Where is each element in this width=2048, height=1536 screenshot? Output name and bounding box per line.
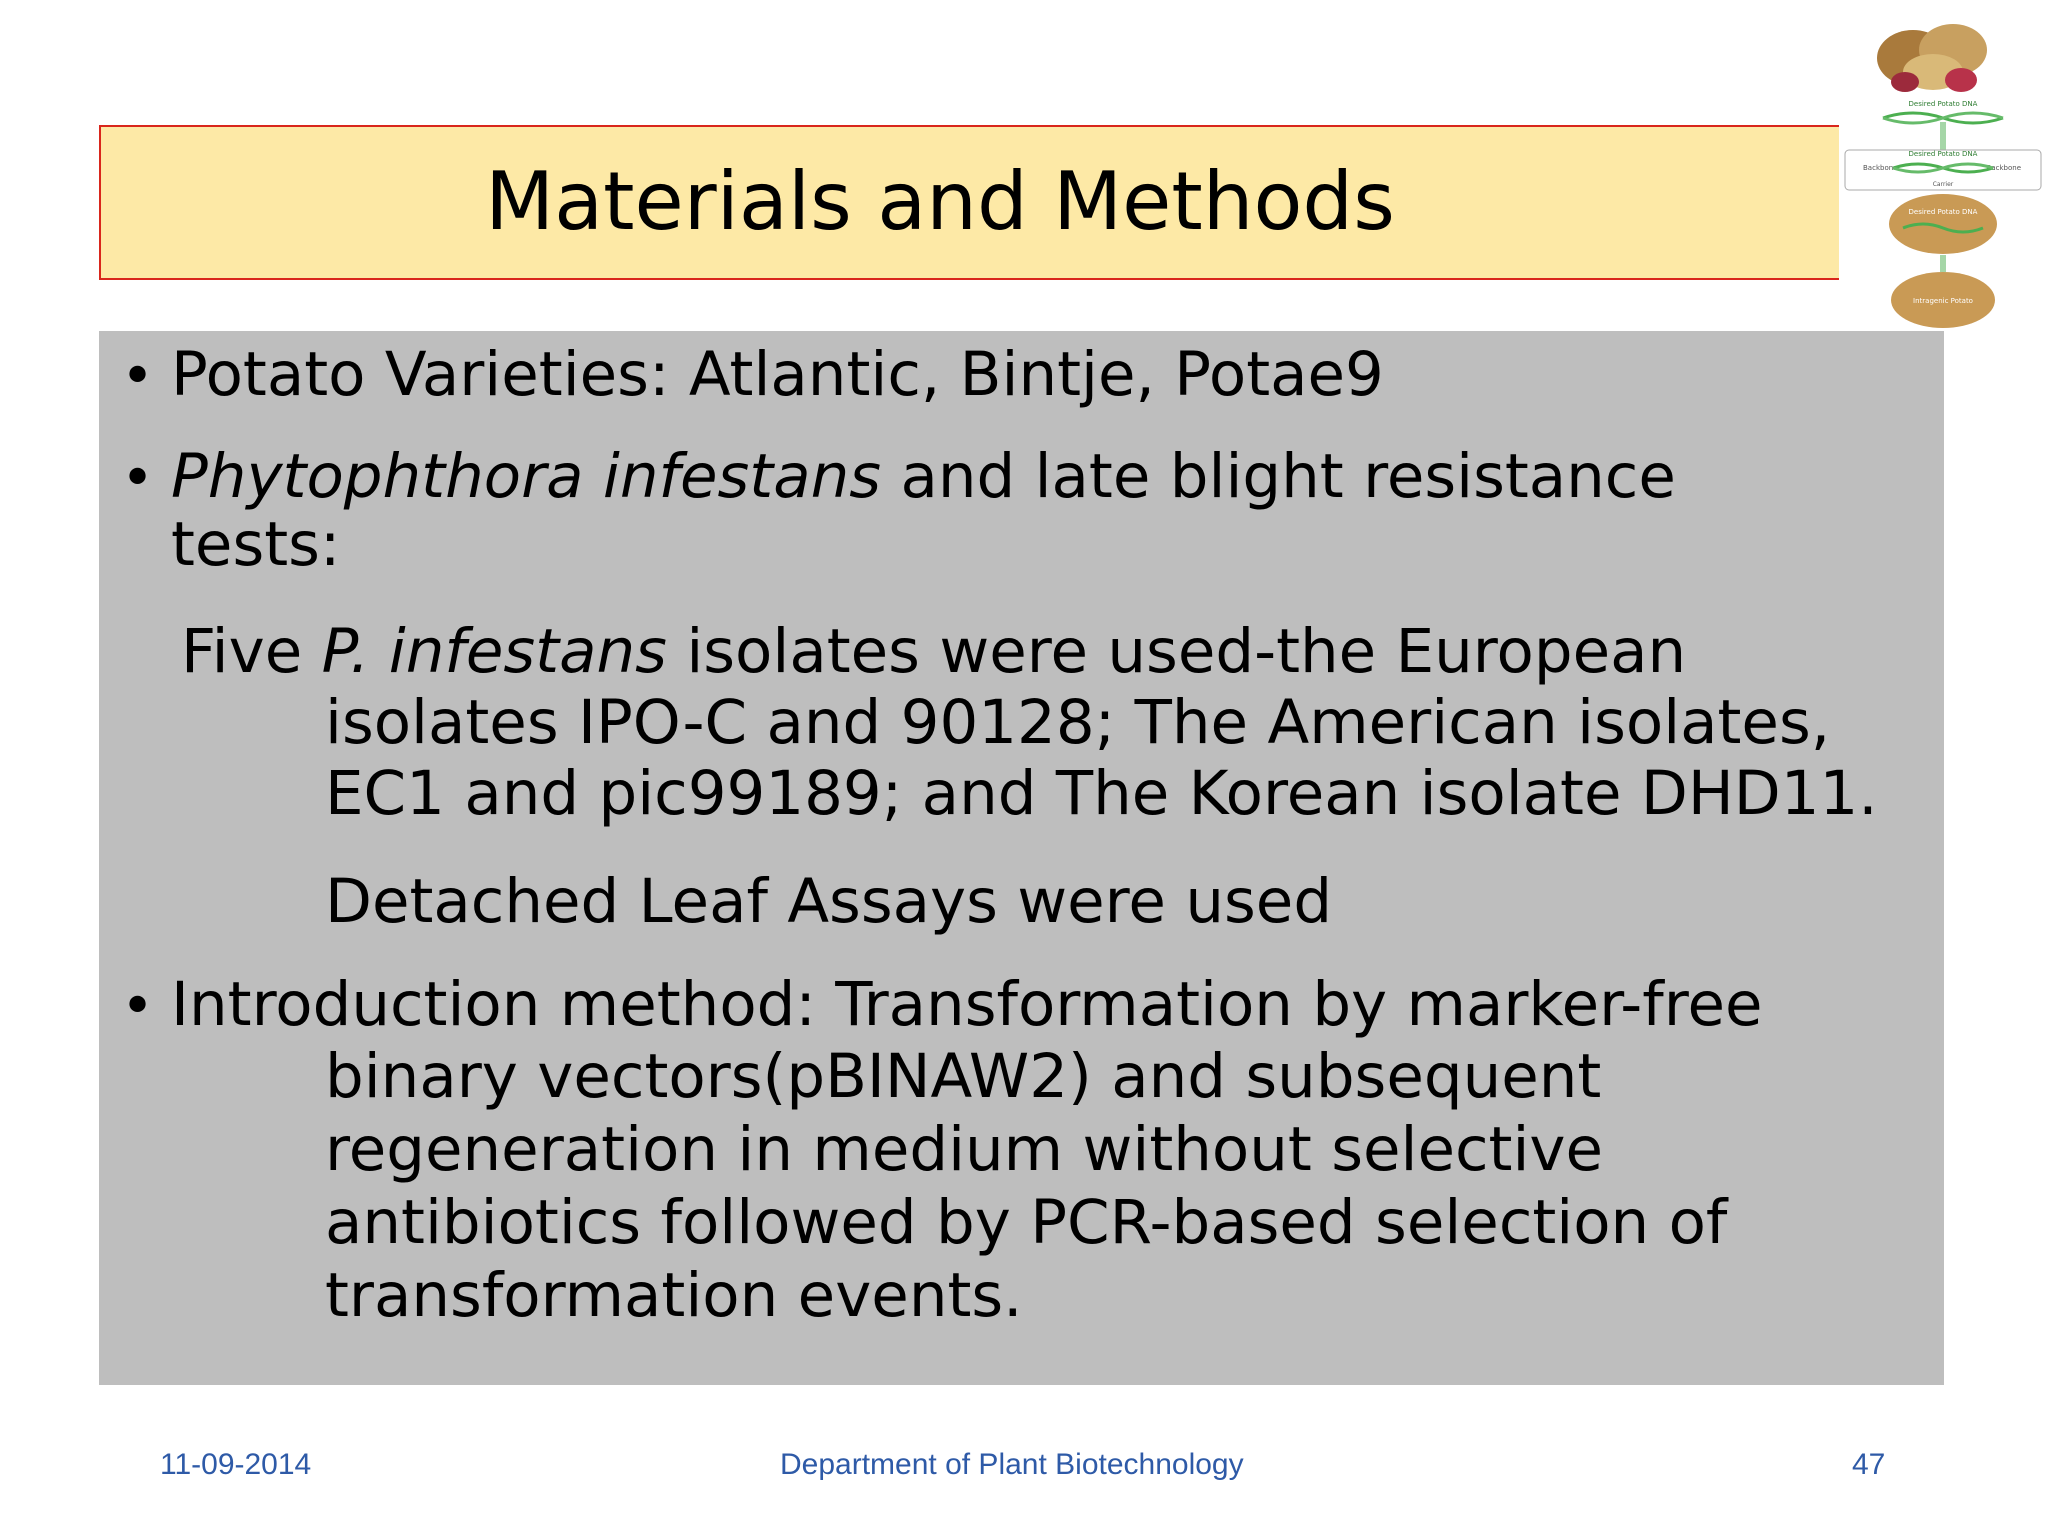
introduction-line-1: Introduction method: Transformation by marker-free xyxy=(171,969,1763,1040)
potato-dna-logo xyxy=(1843,10,2043,330)
footer-department: Department of Plant Biotechnology xyxy=(780,1448,1244,1481)
italic-species: P. infestans xyxy=(321,616,667,687)
logo-carrier: Carrier xyxy=(1932,181,1954,188)
bullet-phytophthora xyxy=(171,441,1676,513)
bullet-marker: • xyxy=(121,446,155,511)
introduction-line-5: transformation events. xyxy=(325,1260,1023,1331)
isolates-line-3: EC1 and pic99189; and The Korean isolate DHD11. xyxy=(325,758,1878,829)
isolates-line-1 xyxy=(181,616,1686,688)
introduction-line-3: regeneration in medium without selective xyxy=(325,1114,1604,1185)
logo-backbone-left: Backbone xyxy=(1863,164,1898,172)
red-potato-icon xyxy=(1891,72,1919,92)
introduction-line-4: antibiotics followed by PCR-based selection of xyxy=(325,1187,1728,1258)
slide-title: Materials and Methods xyxy=(485,155,1395,248)
red-potato-icon xyxy=(1945,68,1977,92)
detached-leaf-line: Detached Leaf Assays were used xyxy=(325,866,1333,937)
isolates-line-2: isolates IPO-C and 90128; The American isolates, xyxy=(325,687,1831,758)
logo-label-1: Desired Potato DNA xyxy=(1908,100,1978,108)
logo-label-2: Desired Potato DNA xyxy=(1908,150,1978,158)
logo-label-4: Intragenic Potato xyxy=(1913,297,1973,305)
bullet-phytophthora-text: and late blight resistance xyxy=(881,441,1676,512)
footer-page-number: 47 xyxy=(1852,1448,1886,1481)
bullet-marker: • xyxy=(121,974,155,1039)
logo-label-3: Desired Potato DNA xyxy=(1908,208,1978,216)
logo-backbone-right: Backbone xyxy=(1986,164,2021,172)
bullet-potato-varieties: Potato Varieties: Atlantic, Bintje, Potae9 xyxy=(171,339,1384,410)
potato-icon xyxy=(1889,194,1997,254)
content-box xyxy=(99,331,1944,1385)
bullet-marker: • xyxy=(121,344,155,409)
introduction-line-2: binary vectors(pBINAW2) and subsequent xyxy=(325,1041,1602,1112)
isolates-prefix: Five xyxy=(181,616,322,687)
title-box xyxy=(99,125,1839,280)
isolates-text: isolates were used-the European xyxy=(666,616,1687,687)
bullet-phytophthora-cont: tests: xyxy=(171,509,341,580)
italic-species: Phytophthora infestans xyxy=(171,441,882,512)
footer-date: 11-09-2014 xyxy=(160,1448,312,1481)
